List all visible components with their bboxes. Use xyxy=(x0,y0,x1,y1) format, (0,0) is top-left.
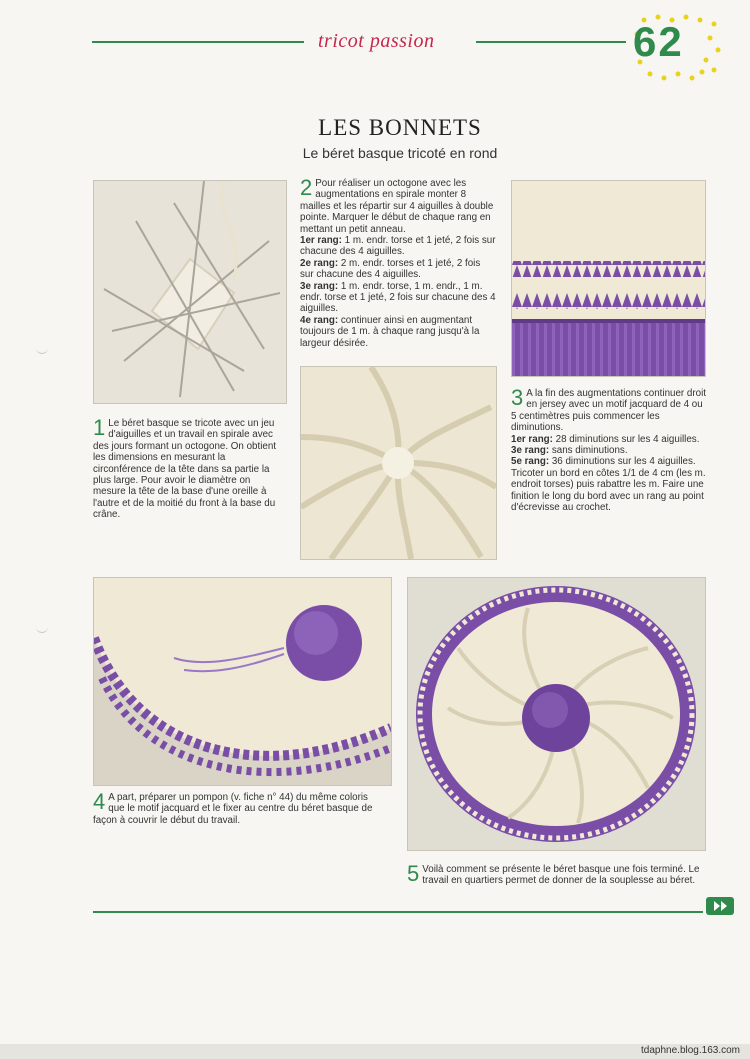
step-3-intro: A la fin des augmentations continuer droit en jersey avec un motif jacquard de 4 ou 5 centimètres puis commencer les diminutions. xyxy=(511,388,706,434)
step-2-row1: 1 m. endr. torse et 1 jeté, 2 fois sur chacune des 4 aiguilles. xyxy=(300,235,496,258)
step-5-text xyxy=(407,861,707,887)
step-1-body: Le béret basque se tricote avec un jeu d'aiguilles et un travail en spirale avec des jours formant un octogone. On obtient les dimensions en mesurant la circonférence de la tête dans sa partie la plus large. Pour avoir le diamètre on mesure la tête de la base d'une oreille à l'autre et de la moitié du front à la base du crâne. xyxy=(93,418,276,521)
photo-jacquard-band xyxy=(511,180,706,377)
step-4-number: 4 xyxy=(93,789,106,814)
header-rule-left xyxy=(92,41,304,43)
step-4-body: A part, préparer un pompon (v. fiche n° 44) du même coloris que le motif jacquard et le fixer au centre du béret basque de façon à couvrir le début du travail. xyxy=(93,792,373,826)
step-3-row5: 36 diminutions sur les 4 aiguilles. xyxy=(549,456,696,468)
footer-credit: tdaphne.blog.163.com xyxy=(0,1044,750,1059)
step-3-outro: Tricoter un bord en côtes 1/1 de 4 cm (les m. endroit torses) puis rabattre les m. Faire une finition le long du bord avec un rang au point d'écrevisse au crochet. xyxy=(511,467,706,514)
step-2-row3: 1 m. endr. torse, 1 m. endr., 1 m. endr. torse et 1 jeté, 2 fois sur chacune des 4 aiguilles. xyxy=(300,280,496,315)
step-2-row4: continuer ainsi en augmentant toujours de 1 m. à chaque rang jusqu'à la largeur désirée. xyxy=(300,314,480,349)
step-3-row1: 28 diminutions sur les 4 aiguilles. xyxy=(552,433,700,445)
page-subtitle: Le béret basque tricoté en rond xyxy=(302,145,498,161)
step-4-text xyxy=(93,789,383,826)
step-2-row3-label: 3e rang: xyxy=(300,280,339,292)
step-3-text xyxy=(511,385,707,514)
step-2-row2-label: 2e rang: xyxy=(300,257,339,269)
step-2-intro: Pour réaliser un octogone avec les augmentations en spirale monter 8 mailles et les répartir sur 4 aiguilles à double pointe. Marquer le début de chaque rang en mettant un petit anneau. xyxy=(300,178,494,235)
photo-spiral-top xyxy=(300,366,497,560)
footer-rule xyxy=(93,911,703,913)
step-2-row1-label: 1er rang: xyxy=(300,235,342,247)
step-5-body: Voilà comment se présente le béret basque une fois terminé. Le travail en quartiers permet de donner de la souplesse au béret. xyxy=(422,864,700,887)
step-1-text xyxy=(93,415,285,521)
step-2-row2: 2 m. endr. torses et 1 jeté, 2 fois sur chacune des 4 aiguilles. xyxy=(300,257,481,281)
binder-hole-mark xyxy=(36,625,48,633)
page-title: LES BONNETS xyxy=(318,115,482,140)
binder-hole-mark xyxy=(36,346,48,354)
step-3-row3: sans diminutions. xyxy=(549,445,628,457)
step-2-row4-label: 4e rang: xyxy=(300,314,339,326)
step-1-number: 1 xyxy=(93,415,106,440)
step-3-row1-label: 1er rang: xyxy=(511,433,553,445)
step-3-row3-label: 3e rang: xyxy=(511,445,550,457)
step-3-row5-label: 5e rang: xyxy=(511,456,550,468)
photo-needles-octagon xyxy=(93,180,287,404)
step-2-number: 2 xyxy=(300,175,313,200)
step-3-number: 3 xyxy=(511,385,524,410)
photo-pompon-attach xyxy=(93,577,392,786)
header-rule-right xyxy=(476,41,626,43)
next-page-arrow-icon[interactable] xyxy=(706,897,734,915)
page-number: 62 xyxy=(633,18,684,65)
brand-title: tricot passion xyxy=(318,30,435,52)
step-5-number: 5 xyxy=(407,861,420,886)
photo-finished-beret xyxy=(407,577,706,851)
step-2-text xyxy=(300,175,496,349)
